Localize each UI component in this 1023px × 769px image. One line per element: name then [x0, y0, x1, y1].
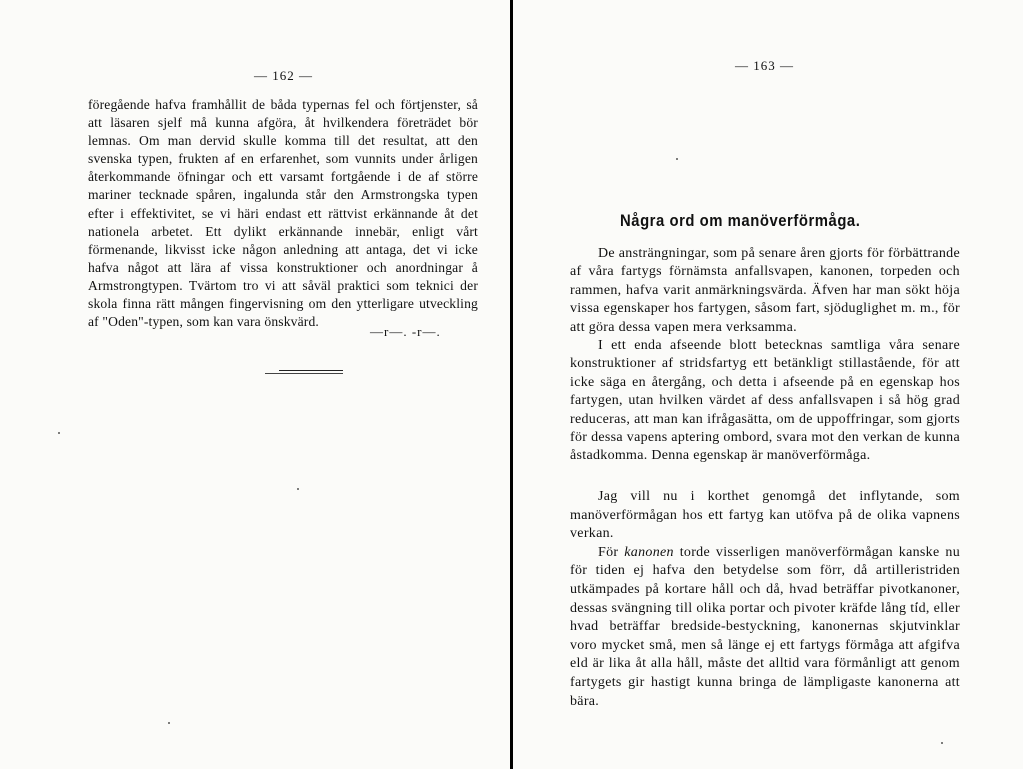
paragraph-4-emphasis: kanonen — [624, 544, 674, 560]
page-number-right: — 163 — — [735, 58, 794, 73]
paper-speck — [676, 158, 678, 160]
end-rule-shadow — [265, 373, 343, 374]
right-page-section-2 — [570, 488, 960, 711]
paper-speck — [941, 742, 943, 744]
paragraph-4-start: För — [598, 544, 619, 560]
paragraph-2: I ett enda afseende blott betecknas samtliga våra senare konstruktioner af stridsfartyg ett betänkligt stillastående, för att icke säga en återgång, och detta i afseende på en egenskap hos fartygen, utan hvilken värdet af dess anfallsvapen i så hög grad reduceras, att man kan ifrågasätta, om de uppoffringar, som gjorts för dessa vapens aptering ombord, svara mot den verkan de kunna åstadkomma. Denna egenskap är manöverförmåga. — [570, 338, 960, 464]
paragraph-3: Jag vill nu i korthet genomgå det inflytande, som manöverförmågan hos ett fartyg kan utöfva på de olika vapnens verkan. — [570, 489, 960, 542]
paper-speck — [58, 432, 60, 434]
left-page-paragraph: föregående hafva framhållit de båda typernas fel och förtjenster, så att läsaren sjelf må kunna afgöra, åt hvilkendera företrädet bör lemnas. Om man dervid skulle komma till det resultat, att den svenska typen, frukten af en erfarenhet, som vunnits under årligen återkommande öfningar och ett varsamt fortgående i de af större mariner tecknade spåren, ingalunda står den Armstrongska typen efter i effektivitet, se vi häri endast ett rättvist erkännande åt det nationela arbetet. Ett dylikt erkännande innebär, enligt vårt förmenande, likvisst icke någon anledning att antaga, det vi icke hafva något att lära af vissa konstruktioner och anordningar å Armstrongtypen. Tvärtom tro vi att såväl praktici som teknici der skola finna rätt mången fingervisning om den ytterligare utveckling af "Oden"-typen, som kan vara önskvärd. — [88, 97, 478, 330]
paper-speck — [168, 722, 170, 724]
paper-speck — [297, 488, 299, 490]
paragraph-4 — [570, 544, 960, 711]
article-heading: Några ord om manöverförmåga. — [620, 212, 861, 230]
right-page-section-1 — [570, 245, 960, 466]
left-page — [0, 0, 510, 769]
end-rule — [279, 370, 343, 371]
page-number-left: — 162 — — [254, 68, 313, 83]
paragraph-4-rest: torde visserligen manöverförmågan kanske nu för tiden ej hafva den betydelse som förr, då artilleristriden utkämpades på kortare håll och då, hvad beträffar pivotkanoner, dessas svängning till olika portar och pivoter kräfde lång tid, eller hvad beträffar bredside-bestyckning, kanonernas skjutvinklar voro mycket små, men så länge ej ett fartygs förmåga att afgifva eld är lika åt alla håll, måste det alltid vara förmånligt att genom fartygets gir hastigt kunna bringa de lämpligaste kanonerna att bära. — [570, 544, 960, 709]
signature: —r—. -r—. — [370, 324, 441, 339]
paragraph-1: De ansträngningar, som på senare åren gjorts för förbättrande af våra fartygs förnämsta anfallsvapen, kanonen, torpeden och rammen, hafva varit anmärkningsvärda. Äfven har man sökt höja vissa egenskaper hos fartygen, såsom fart, sjöduglighet m. m., för att göra dessa vapen mera verksamma. — [570, 246, 960, 335]
